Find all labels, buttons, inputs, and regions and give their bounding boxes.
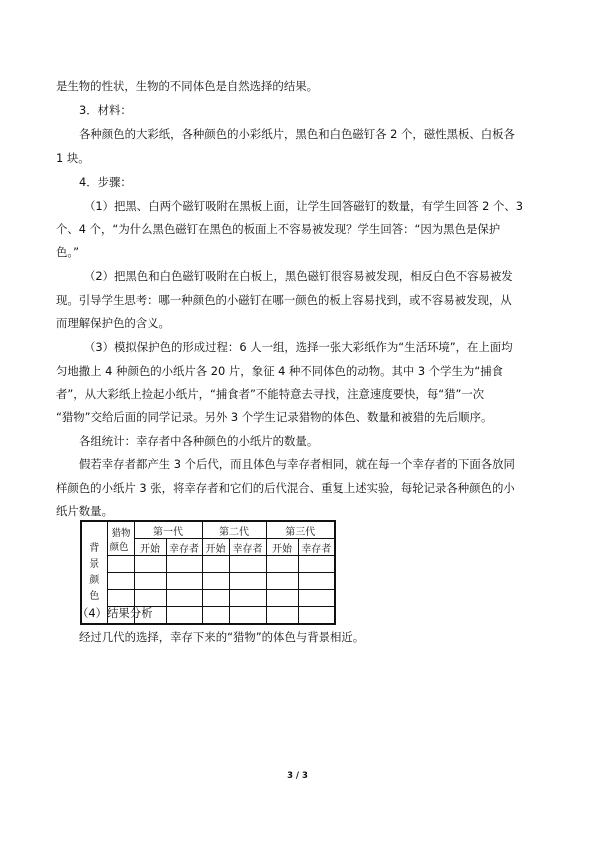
- column-header: 幸存者: [166, 539, 202, 556]
- table-row: [81, 556, 335, 573]
- column-header: 开始: [266, 539, 298, 556]
- generation-header: 第三代: [266, 521, 335, 539]
- paragraph-line: （1）把黑、白两个磁钉吸附在黑板上面，让学生回答磁钉的数量，有学生回答 2 个、3: [84, 199, 524, 213]
- paragraph-line: （2）把黑色和白色磁钉吸附在白板上，黑色磁钉很容易被发现，相反白色不容易被发: [84, 269, 513, 283]
- paragraph-line: 是生物的性状，生物的不同体色是自然选择的结果。: [56, 79, 318, 93]
- paragraph-line: 者”，从大彩纸上捡起小纸片，“捕食者”不能特意去寻找，注意速度要快，每“猎”一次: [56, 387, 485, 401]
- paragraph-line: 纸片数量。: [56, 504, 113, 518]
- section-heading-materials: 3．材料：: [79, 103, 132, 117]
- column-header: 开始: [202, 539, 229, 556]
- paragraph-line: 而理解保护色的含义。: [56, 316, 170, 330]
- paragraph-line: “猎物”交给后面的同学记录。另外 3 个学生记录猎物的体色、数量和被猎的先后顺序。: [56, 410, 493, 424]
- paragraph-line: 各组统计：幸存者中各种颜色的小纸片的数量。: [79, 434, 319, 448]
- paragraph-line: 样颜色的小纸片 3 张，将幸存者和它们的后代混合、重复上述实验，每轮记录各种颜色的小: [56, 481, 515, 495]
- paragraph-line: 各种颜色的大彩纸，各种颜色的小彩纸片，黑色和白色磁钉各 2 个，磁性黑板、白板各: [79, 127, 515, 141]
- paragraph-line: 经过几代的选择，幸存下来的“猎物”的体色与背景相近。: [79, 630, 365, 644]
- paragraph-line: 1 块。: [56, 151, 90, 165]
- table-row: [81, 573, 335, 590]
- paragraph-line: 匀地撒上 4 种颜色的小纸片各 20 片，象征 4 种不同体色的动物。其中 3 个学生为“捕食: [56, 364, 503, 378]
- section-heading-results: （4）结果分析: [77, 606, 153, 620]
- corner-header: 猎物 颜色: [107, 521, 134, 556]
- paragraph-line: 假若幸存者都产生 3 个后代，而且体色与幸存者相同，就在每一个幸存者的下面各放同: [79, 457, 515, 471]
- paragraph-line: （3）模拟保护色的形成过程：6 人一组，选择一张大彩纸作为“生活环境”，在上面均: [84, 340, 513, 354]
- column-header: 幸存者: [298, 539, 335, 556]
- column-header: 幸存者: [229, 539, 266, 556]
- page-number: 3 / 3: [287, 771, 308, 781]
- generation-header: 第二代: [202, 521, 266, 539]
- paragraph-line: 色。”: [56, 245, 79, 259]
- background-color-label: 背 景 颜 色: [81, 521, 107, 624]
- paragraph-line: 个、4 个，“为什么黑色磁钉在黑色的板面上不容易被发现？学生回答：“因为黑色是保护: [56, 222, 501, 236]
- section-heading-steps: 4．步骤：: [79, 175, 132, 189]
- generation-header: 第一代: [134, 521, 202, 539]
- paragraph-line: 现。引导学生思考：哪一种颜色的小磁钉在哪一颜色的板上容易找到，或不容易被发现，从: [56, 293, 512, 307]
- column-header: 开始: [134, 539, 166, 556]
- table-row: [81, 590, 335, 607]
